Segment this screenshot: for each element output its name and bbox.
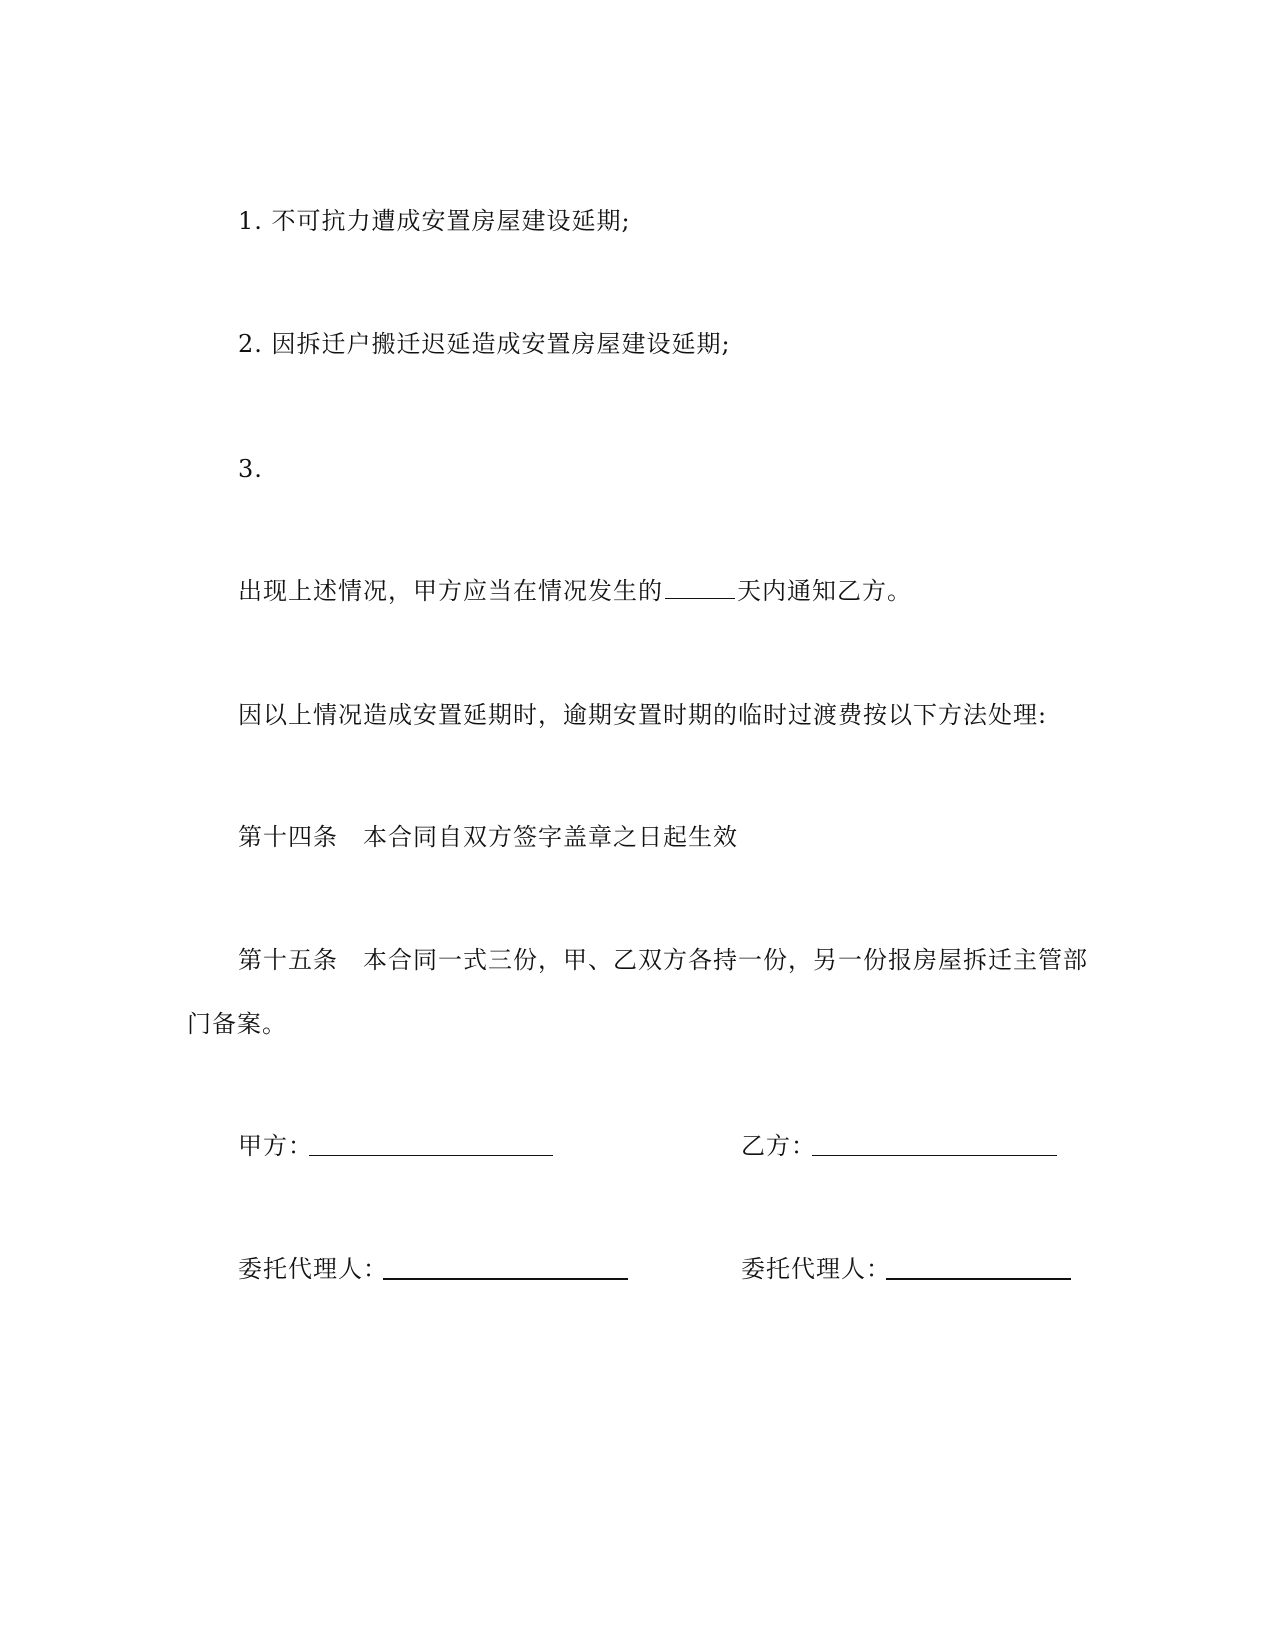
party-b-label: 乙方： (741, 1132, 816, 1160)
notice-days-blank[interactable] (665, 576, 735, 599)
agent-a-label: 委托代理人： (238, 1255, 388, 1283)
clause-item-3: 3. (238, 455, 263, 483)
party-a-signature-line[interactable] (309, 1155, 553, 1156)
clause-item-1: 1. 不可抗力遭成安置房屋建设延期; (238, 207, 631, 235)
party-b-signature-line[interactable] (812, 1155, 1057, 1156)
article-15-line-2: 门备案。 (187, 1010, 287, 1038)
notice-text-after: 天内通知乙方。 (737, 577, 912, 605)
notice-clause (238, 576, 912, 606)
agent-a-signature-line[interactable] (383, 1278, 628, 1280)
agent-b-signature-line[interactable] (886, 1278, 1071, 1280)
article-15-line-1: 第十五条 本合同一式三份，甲、乙双方各持一份，另一份报房屋拆迁主管部 (238, 946, 1088, 974)
clause-item-2: 2. 因拆迁户搬迁迟延造成安置房屋建设延期; (238, 330, 731, 358)
article-14: 第十四条 本合同自双方签字盖章之日起生效 (238, 823, 738, 851)
transition-fee-clause: 因以上情况造成安置延期时，逾期安置时期的临时过渡费按以下方法处理: (238, 701, 1048, 729)
agent-b-label: 委托代理人： (741, 1255, 891, 1283)
notice-text-before: 出现上述情况，甲方应当在情况发生的 (238, 577, 663, 605)
party-a-label: 甲方： (238, 1132, 313, 1160)
